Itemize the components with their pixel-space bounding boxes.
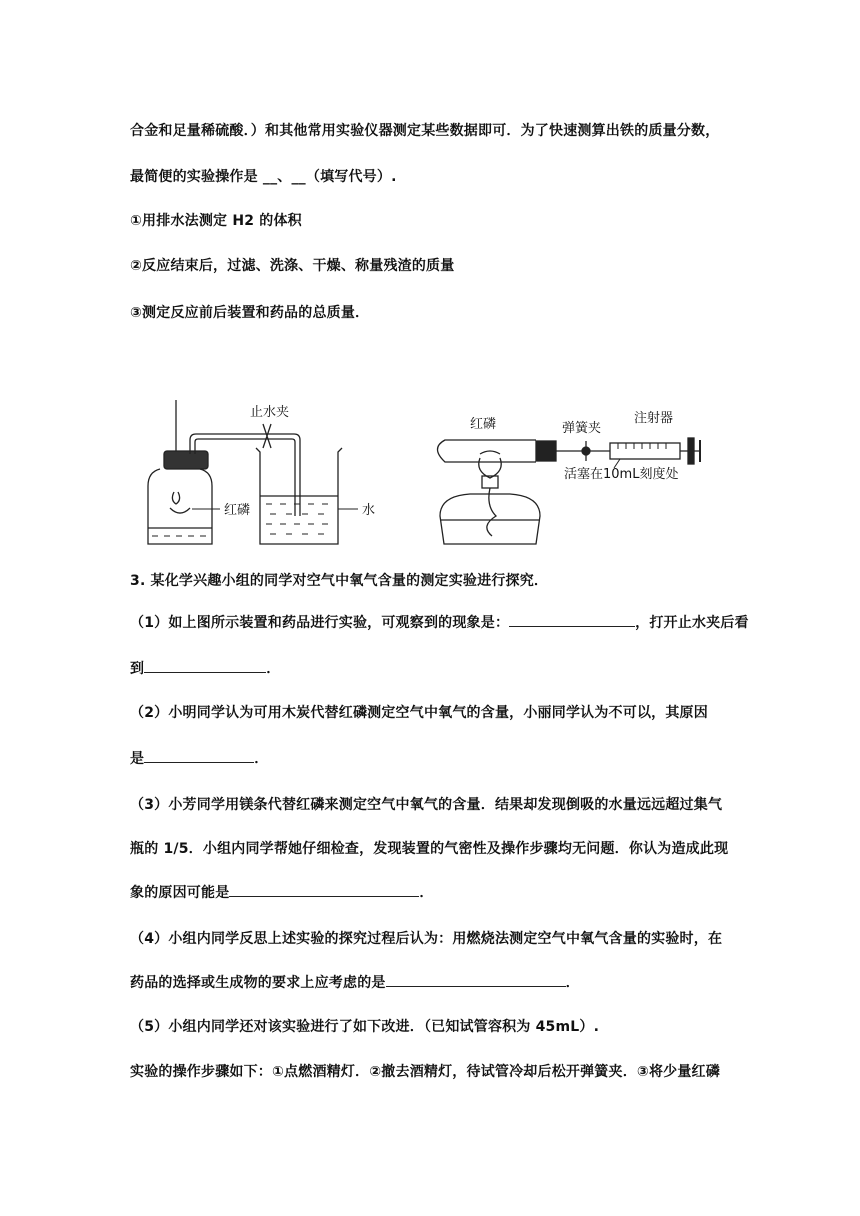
period: ． [266, 661, 281, 677]
part-4-line-2 [130, 972, 580, 992]
text-line-2: 最简便的实验操作是 __、__（填写代号）. [130, 169, 397, 185]
piston-position-label: 活塞在10mL刻度处 [564, 467, 679, 482]
spring-clip-label: 弹簧夹 [562, 421, 602, 436]
part-2-line-1: （2）小明同学认为可用木炭代替红磷测定空气中氧气的含量，小丽同学认为不可以，其原因 [130, 705, 708, 721]
steps-line: 实验的操作步骤如下：①点燃酒精灯．②撤去酒精灯，待试管冷却后松开弹簧夹．③将少量红磷 [130, 1064, 720, 1080]
test-tube-apparatus [438, 438, 701, 544]
period: ． [254, 751, 269, 767]
text-line-1: 合金和足量稀硫酸．）和其他常用实验仪器测定某些数据即可．为了快速测算出铁的质量分数， [130, 123, 720, 139]
part-1-text: （1）如上图所示装置和药品进行实验，可观察到的现象是： [130, 615, 510, 631]
part-1-line-1 [130, 612, 749, 632]
part-2-line-2 [130, 748, 268, 768]
answer-blank-2[interactable] [144, 658, 266, 673]
red-phosphorus-label-2: 红磷 [470, 417, 497, 432]
part-3-line-2: 瓶的 1/5．小组内同学帮她仔细检查，发现装置的气密性及操作步骤均无问题．你认为造成此现 [130, 841, 729, 857]
answer-blank-4[interactable] [229, 882, 419, 897]
experiment-figures [140, 396, 740, 561]
part-2-text: 是 [130, 751, 145, 767]
part-3-text: 象的原因可能是 [130, 885, 230, 901]
period: ． [419, 885, 434, 901]
part-5-line: （5）小组内同学还对该实验进行了如下改进．（已知试管容积为 45mL）. [130, 1019, 600, 1035]
red-phosphorus-label: 红磷 [224, 503, 251, 518]
option-2: ②反应结束后，过滤、洗涤、干燥、称量残渣的质量 [130, 258, 455, 274]
option-3: ③测定反应前后装置和药品的总质量． [130, 305, 370, 321]
part-1-text-2: ，打开止水夹后看 [635, 615, 749, 631]
part-4-line-1: （4）小组内同学反思上述实验的探究过程后认为：用燃烧法测定空气中氧气含量的实验时，在 [130, 931, 723, 947]
part-3-line-1: （3）小芳同学用镁条代替红磷来测定空气中氧气的含量．结果却发现倒吸的水量远远超过集气 [130, 797, 723, 813]
beaker [192, 448, 358, 544]
water-label: 水 [362, 503, 376, 518]
part-3-line-3 [130, 882, 434, 902]
period: ． [565, 975, 580, 991]
part-4-text: 药品的选择或生成物的要求上应考虑的是 [130, 975, 386, 991]
syringe-label: 注射器 [634, 411, 674, 426]
option-1: ①用排水法测定 H2 的体积 [130, 213, 302, 229]
gas-jar-apparatus [148, 400, 300, 544]
part-1-line-2 [130, 658, 280, 678]
question-3-title: 3. 某化学兴趣小组的同学对空气中氧气含量的测定实验进行探究． [130, 573, 549, 589]
answer-blank-3[interactable] [144, 748, 254, 763]
part-1-text-3: 到 [130, 661, 145, 677]
apparatus-diagram [140, 396, 740, 561]
stop-clip-label: 止水夹 [250, 405, 290, 420]
answer-blank-5[interactable] [386, 972, 566, 987]
answer-blank-1[interactable] [509, 612, 635, 627]
